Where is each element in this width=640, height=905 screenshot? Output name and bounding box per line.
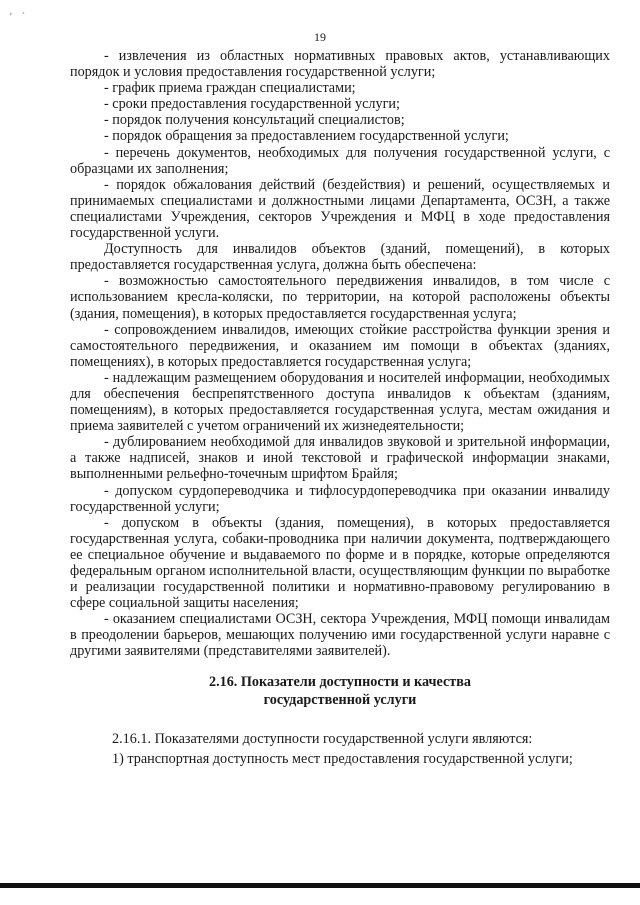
- top-paragraphs: [70, 48, 610, 660]
- list-item: - извлечения из областных нормативных правовых актов, устанавливающих порядок и условия предоставления государственной услуги;: [70, 48, 610, 81]
- list-item: - надлежащим размещением оборудования и носителей информации, необходимых для обеспечения беспрепятственного доступа инвалидов к объектам (зданиям, помещениям), в которых предоставляется государственная услуга, местам ожидания и приема заявителей с учетом ограничений их жизнедеятельности;: [70, 369, 610, 435]
- bottom-paragraphs: [70, 729, 610, 769]
- paragraph: 2.16.1. Показателями доступности государственной услуги являются:: [112, 730, 533, 747]
- list-item: 1) транспортная доступность мест предоставления государственной услуги;: [112, 750, 573, 767]
- list-item: - возможностью самостоятельного передвижения инвалидов, в том числе с использованием кресла-коляски, по территории, на которой расположены объекты (здания, помещения), в которых предоставляется государственная услуга;: [70, 273, 610, 322]
- scan-specks: ' `: [10, 12, 26, 23]
- section-heading-line: 2.16. Показатели доступности и качества: [208, 673, 472, 690]
- list-item: - порядок получения консультаций специалистов;: [104, 112, 405, 129]
- section-heading-line: государственной услуги: [263, 691, 417, 708]
- section-heading: [70, 673, 610, 709]
- list-item: - перечень документов, необходимых для получения государственной услуги, с образцами их заполнения;: [70, 144, 610, 177]
- list-item: - порядок обращения за предоставлением государственной услуги;: [104, 128, 509, 145]
- list-item: - оказанием специалистами ОСЗН, сектора Учреждения, МФЦ помощи инвалидам в преодолении барьеров, мешающих получению ими государственной услуги наравне с другими заявителями (представителями заявителей).: [70, 611, 610, 660]
- list-item: - график приема граждан специалистами;: [104, 80, 356, 97]
- list-item: - сопровождением инвалидов, имеющих стойкие расстройства функции зрения и самостоятельного передвижения, и оказанием им помощи в объектах (зданиях, помещениях), в которых предоставляется государственная услуга;: [70, 321, 610, 370]
- list-item: - допуском в объекты (здания, помещения), в которых предоставляется государственная услуга, собаки-проводника при наличии документа, подтверждающего ее специальное обучение и выдаваемого по форме и в порядке, которые определяются федеральным органом исполнительной власти, осуществляющим функции по выработке и реализации государственной политики и нормативно-правовому регулированию в сфере социальной защиты населения;: [70, 514, 610, 612]
- scan-edge-bar: [0, 883, 640, 888]
- list-item: - порядок обжалования действий (бездействия) и решений, осуществляемых и принимаемых специалистами и должностными лицами Департамента, ОСЗН, а также специалистами Учреждения, секторов Учреждения и МФЦ в ходе предоставления государственной услуги.: [70, 176, 610, 242]
- paragraph: Доступность для инвалидов объектов (зданий, помещений), в которых предоставляется государственная услуга, должна быть обеспечена:: [70, 241, 610, 274]
- list-item: - сроки предоставления государственной услуги;: [104, 96, 400, 113]
- page-number: 19: [314, 30, 326, 44]
- list-item: - допуском сурдопереводчика и тифлосурдопереводчика при оказании инвалиду государственной услуги;: [70, 482, 610, 515]
- list-item: - дублированием необходимой для инвалидов звуковой и зрительной информации, а также надписей, знаков и иной текстовой и графической информации знаками, выполненными рельефно-точечным шрифтом Брайля;: [70, 434, 610, 483]
- document-body: [70, 48, 610, 769]
